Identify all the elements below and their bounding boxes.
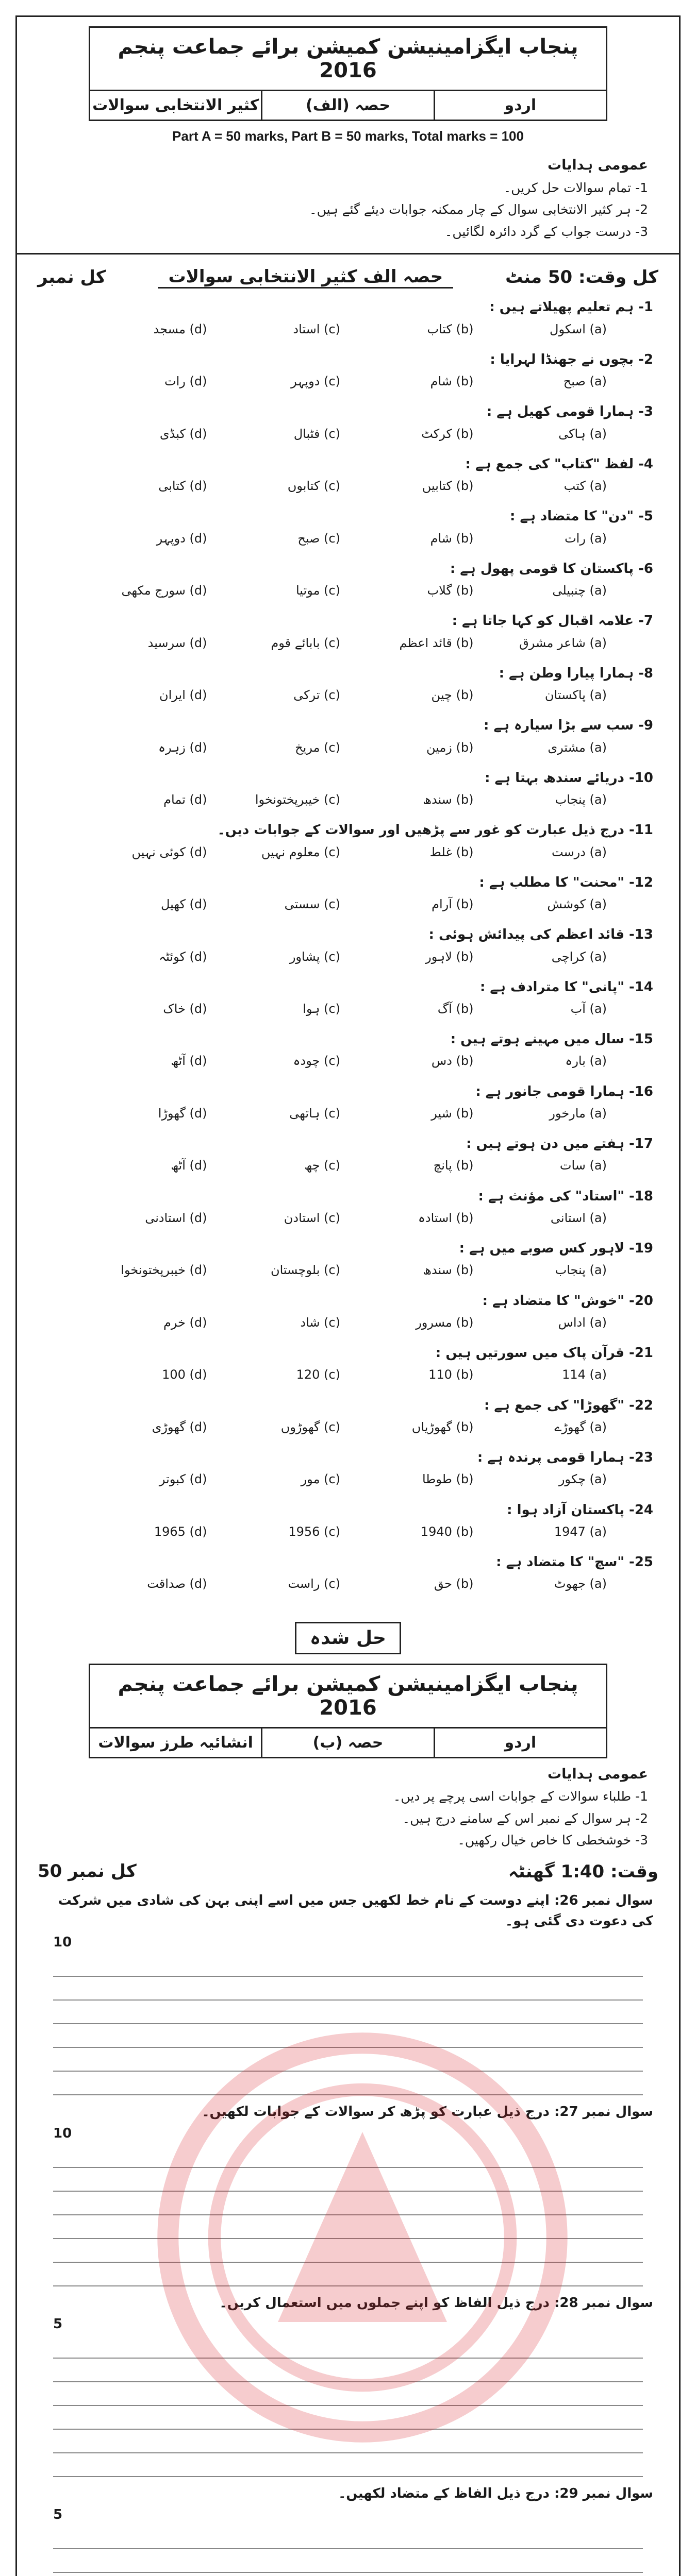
essay-question xyxy=(17,2098,679,2289)
answer-options xyxy=(43,841,653,866)
part-a-title: حصہ الف کثیر الانتخابی سوالات xyxy=(158,266,453,289)
part-b-question-list xyxy=(17,1887,679,2576)
question-text: 19- لاہور کس صوبے میں ہے : xyxy=(459,1241,653,1257)
answer-lines[interactable] xyxy=(17,2522,679,2576)
answer-option[interactable]: (c) سستی xyxy=(284,897,340,912)
answer-option[interactable]: (d) تمام xyxy=(163,792,207,807)
answer-option[interactable]: (c) مور xyxy=(301,1472,340,1487)
answer-line xyxy=(53,2239,643,2263)
answer-option[interactable]: (c) ہاتھی xyxy=(289,1106,340,1121)
answer-option[interactable]: (d) کبڈی xyxy=(159,426,207,441)
answer-options xyxy=(43,1416,653,1441)
answer-option[interactable]: (c) بلوچستان xyxy=(270,1263,340,1278)
question-item xyxy=(17,712,679,764)
question-text: 24- پاکستان آزاد ہوا : xyxy=(507,1502,653,1518)
answer-option[interactable]: (a) ہاکی xyxy=(558,426,607,441)
answer-option[interactable]: (d) 100 xyxy=(162,1367,207,1382)
subject-label: اردو xyxy=(434,91,606,120)
answer-option[interactable]: (c) معلوم نہیں xyxy=(261,844,340,859)
question-item xyxy=(17,451,679,503)
question-item xyxy=(17,817,679,869)
question-marks: 10 xyxy=(53,1935,72,1951)
question-item xyxy=(17,503,679,555)
question-item xyxy=(17,1078,679,1130)
answer-option[interactable]: (c) دوپہر xyxy=(291,374,340,389)
answer-options xyxy=(43,1259,653,1284)
answer-options xyxy=(43,1154,653,1179)
question-text: 14- "پانی" کا مترادف ہے : xyxy=(479,979,653,995)
answer-option[interactable]: (d) سورج مکھی xyxy=(121,583,207,598)
answer-option[interactable]: (d) کوئٹہ xyxy=(159,949,207,964)
exam-subheader xyxy=(89,91,607,121)
answer-option[interactable]: (a) 1947 xyxy=(554,1524,607,1539)
question-item xyxy=(17,1497,679,1549)
answer-option[interactable]: (c) شاد xyxy=(300,1315,340,1330)
answer-line xyxy=(53,2573,643,2576)
general-instructions xyxy=(17,149,679,247)
marks-line: Part A = 50 marks, Part B = 50 marks, Total marks = 100 xyxy=(172,128,524,144)
answer-option[interactable]: (d) صداقت xyxy=(147,1577,207,1591)
answer-line xyxy=(53,2453,643,2477)
answer-line xyxy=(53,2168,643,2192)
answer-line xyxy=(53,2263,643,2286)
question-item xyxy=(17,346,679,398)
answer-lines[interactable] xyxy=(17,2332,679,2480)
essay-question-text: سوال نمبر 26: اپنے دوست کے نام خط لکھیں جس میں اسے اپنی بہن کی شادی میں شرکت کی دعوت دی گئی ہو۔ xyxy=(58,1892,653,1929)
question-item xyxy=(17,1444,679,1496)
question-item xyxy=(17,660,679,712)
answer-option[interactable]: (b) 110 xyxy=(428,1367,474,1382)
answer-option[interactable]: (b) چین xyxy=(431,688,474,703)
answer-option[interactable]: (c) استادن xyxy=(284,1210,340,1225)
answer-option[interactable]: (b) غلط xyxy=(429,844,474,859)
instructions-title: عمومی ہدایات xyxy=(548,157,648,173)
answer-option[interactable]: (d) گھوڑی xyxy=(152,1419,207,1434)
part-b-subject: اردو xyxy=(434,1728,606,1757)
answer-option[interactable]: (d) استادنی xyxy=(145,1210,207,1225)
question-text: 3- ہمارا قومی کھیل ہے : xyxy=(486,404,653,420)
answer-option[interactable]: (b) سندھ xyxy=(423,792,474,807)
part-label: حصہ (الف) xyxy=(261,91,433,120)
solved-badge: حل شدہ xyxy=(295,1622,401,1654)
part-a-heading xyxy=(17,261,679,294)
answer-option[interactable]: (b) قائد اعظم xyxy=(399,635,474,650)
answer-options xyxy=(43,1207,653,1232)
answer-option[interactable]: (a) مارخور xyxy=(549,1106,607,1121)
answer-line xyxy=(53,2048,643,2072)
answer-options xyxy=(43,1049,653,1075)
question-text: 6- پاکستان کا قومی پھول ہے : xyxy=(450,561,653,577)
answer-option[interactable]: (c) چودہ xyxy=(293,1054,340,1069)
answer-option[interactable]: (c) کتابوں xyxy=(287,479,340,494)
answer-option[interactable]: (b) آرام xyxy=(432,897,474,912)
answer-option[interactable]: (a) اداس xyxy=(558,1315,607,1330)
part-b-part: حصہ (ب) xyxy=(261,1728,433,1757)
answer-option[interactable]: (b) 1940 xyxy=(420,1524,474,1539)
answer-option[interactable]: (a) استانی xyxy=(550,1210,607,1225)
answer-option[interactable]: (a) پنجاب xyxy=(555,1263,607,1278)
question-item xyxy=(17,1183,679,1235)
question-text: 10- دریائے سندھ بہتا ہے : xyxy=(485,770,653,786)
answer-option[interactable]: (b) گلاب xyxy=(427,583,474,598)
answer-option[interactable]: (c) خیبرپختونخوا xyxy=(255,792,340,807)
question-item xyxy=(17,974,679,1026)
question-text: 1- ہم تعلیم پھیلاتے ہیں : xyxy=(489,299,653,315)
answer-options xyxy=(43,684,653,709)
exam-page xyxy=(15,15,681,2576)
answer-option[interactable]: (b) شام xyxy=(430,531,474,546)
instruction-item: 3- خوشخطی کا خاص خیال رکھیں۔ xyxy=(457,1833,648,1848)
answer-option[interactable]: (a) کتب xyxy=(564,479,607,494)
essay-question xyxy=(17,1887,679,2099)
answer-option[interactable]: (a) پنجاب xyxy=(555,792,607,807)
answer-line xyxy=(53,2359,643,2382)
answer-option[interactable]: (d) خرم xyxy=(163,1315,207,1330)
question-text: 12- "محنت" کا مطلب ہے : xyxy=(479,874,653,890)
answer-option[interactable]: (b) کرکٹ xyxy=(421,426,474,441)
answer-option[interactable]: (a) صبح xyxy=(563,374,607,389)
answer-option[interactable]: (d) خیبرپختونخوا xyxy=(121,1263,207,1278)
answer-option[interactable]: (a) چکور xyxy=(558,1472,607,1487)
answer-option[interactable]: (a) درست xyxy=(551,844,607,859)
part-b-heading xyxy=(17,1856,679,1887)
answer-option[interactable]: (d) 1965 xyxy=(154,1524,207,1539)
answer-option[interactable]: (a) مشتری xyxy=(548,740,607,755)
answer-option[interactable]: (a) جھوٹ xyxy=(554,1577,607,1591)
answer-option[interactable]: (c) مریخ xyxy=(295,740,340,755)
answer-line xyxy=(53,2526,643,2549)
answer-option[interactable]: (b) پانچ xyxy=(433,1158,474,1173)
part-b-subheader xyxy=(89,1728,607,1758)
instruction-item: 2- ہر سوال کے نمبر اس کے سامنے درج ہیں۔ xyxy=(402,1810,648,1826)
question-text: 2- بچوں نے جھنڈا لہرایا : xyxy=(490,351,653,367)
answer-option[interactable]: (d) کتابی xyxy=(158,479,207,494)
part-b-title: پنجاب ایگزامینیشن کمیشن برائے جماعت پنجم 2016 xyxy=(89,1664,607,1728)
answer-option[interactable]: (d) خاک xyxy=(163,1001,207,1016)
answer-option[interactable]: (c) صبح xyxy=(297,531,340,546)
answer-options xyxy=(43,422,653,448)
answer-options xyxy=(43,788,653,814)
answer-lines[interactable] xyxy=(17,2141,679,2290)
answer-options xyxy=(43,1102,653,1127)
question-text: 25- "سچ" کا متضاد ہے : xyxy=(496,1554,653,1570)
question-item xyxy=(17,869,679,921)
answer-option[interactable]: (d) کوئی نہیں xyxy=(131,844,207,859)
answer-line xyxy=(53,2406,643,2430)
question-text: 13- قائد اعظم کی پیدائش ہوئی : xyxy=(428,927,653,943)
answer-options xyxy=(43,1468,653,1493)
essay-question-text: سوال نمبر 29: درج ذیل الفاظ کے متضاد لکھیں۔ xyxy=(338,2486,653,2502)
question-item xyxy=(17,398,679,450)
answer-option[interactable]: (b) حق xyxy=(434,1577,474,1591)
answer-line xyxy=(53,2549,643,2573)
answer-option[interactable]: (d) ایران xyxy=(159,688,207,703)
divider xyxy=(17,253,679,255)
answer-options xyxy=(43,1311,653,1336)
answer-option[interactable]: (b) شام xyxy=(430,374,474,389)
answer-options xyxy=(43,736,653,761)
question-text: 11- درج ذیل عبارت کو غور سے پڑھیں اور سوالات کے جوابات دیں۔ xyxy=(217,822,653,838)
question-text: 16- ہمارا قومی جانور ہے : xyxy=(475,1083,653,1099)
answer-option[interactable]: (b) دس xyxy=(431,1054,474,1069)
answer-lines[interactable] xyxy=(17,1950,679,2098)
answer-line xyxy=(53,2144,643,2168)
answer-option[interactable]: (a) 114 xyxy=(562,1367,607,1382)
answer-line xyxy=(53,2382,643,2406)
answer-option[interactable]: (d) مسجد xyxy=(153,321,207,336)
answer-option[interactable]: (d) کھیل xyxy=(160,897,207,912)
answer-option[interactable]: (b) زمین xyxy=(426,740,474,755)
answer-line xyxy=(53,1977,643,2001)
answer-option[interactable]: (a) کوشش xyxy=(547,897,607,912)
answer-option[interactable]: (c) استاد xyxy=(293,321,340,336)
answer-option[interactable]: (b) طوطا xyxy=(422,1472,474,1487)
part-a-time: کل وقت: 50 منٹ xyxy=(505,267,658,288)
question-item xyxy=(17,1130,679,1182)
essay-question xyxy=(17,2290,679,2480)
question-text: 15- سال میں مہینے ہوتے ہیں : xyxy=(450,1031,653,1047)
instruction-item: 1- طلباء سوالات کے جوابات اسی پرچے پر دیں۔ xyxy=(393,1789,648,1804)
question-item xyxy=(17,921,679,973)
part-b-time: وقت: 1:40 گھنٹہ xyxy=(508,1861,658,1882)
answer-option[interactable]: (c) فٹبال xyxy=(293,426,340,441)
answer-option[interactable]: (c) 120 xyxy=(296,1367,340,1382)
question-item xyxy=(17,1340,679,1392)
answer-option[interactable]: (c) موتیا xyxy=(295,583,340,598)
answer-option[interactable]: (b) کتاب xyxy=(427,321,474,336)
answer-option[interactable]: (a) سات xyxy=(559,1158,607,1173)
answer-option[interactable]: (a) شاعر مشرق xyxy=(519,635,607,650)
question-marks: 10 xyxy=(53,2125,72,2141)
answer-options xyxy=(43,632,653,657)
answer-option[interactable]: (b) شیر xyxy=(431,1106,474,1121)
question-item xyxy=(17,1549,679,1601)
answer-option[interactable]: (c) پشاور xyxy=(289,949,340,964)
answer-option[interactable]: (a) گھوڑے xyxy=(554,1419,607,1434)
question-item xyxy=(17,1392,679,1444)
answer-line xyxy=(53,1953,643,1977)
part-b-instructions xyxy=(17,1758,679,1856)
answer-option[interactable]: (a) چنبیلی xyxy=(552,583,607,598)
answer-line xyxy=(53,2192,643,2215)
question-text: 22- "گھوڑا" کی جمع ہے : xyxy=(484,1397,653,1413)
answer-options xyxy=(43,1572,653,1598)
question-item xyxy=(17,765,679,817)
answer-option[interactable]: (c) ہوا xyxy=(303,1001,340,1016)
instruction-item: 3- درست جواب کے گرد دائرہ لگائیں۔ xyxy=(444,224,648,239)
answer-option[interactable]: (c) گھوڑوں xyxy=(280,1419,340,1434)
answer-options xyxy=(43,370,653,395)
answer-options xyxy=(43,474,653,500)
section-label: کثیر الانتخابی سوالات xyxy=(92,96,259,114)
answer-options xyxy=(43,318,653,343)
answer-option[interactable]: (d) آٹھ xyxy=(171,1158,207,1173)
answer-option[interactable]: (b) سندھ xyxy=(423,1263,474,1278)
answer-option[interactable]: (d) رات xyxy=(164,374,207,389)
part-b-instructions-title: عمومی ہدایات xyxy=(548,1766,648,1782)
answer-option[interactable]: (b) گھوڑیاں xyxy=(411,1419,474,1434)
instruction-item: 2- ہر کثیر الانتخابی سوال کے چار ممکنہ جوابات دیئے گئے ہیں۔ xyxy=(309,202,648,217)
part-b-marks: کل نمبر 50 xyxy=(38,1861,137,1882)
answer-options xyxy=(43,527,653,552)
answer-option[interactable]: (d) آٹھ xyxy=(171,1054,207,1069)
question-item xyxy=(17,607,679,659)
answer-options xyxy=(43,893,653,918)
answer-option[interactable]: (c) چھ xyxy=(304,1158,340,1173)
question-text: 18- "استاد" کی مؤنث ہے : xyxy=(478,1188,653,1204)
answer-option[interactable]: (b) استادہ xyxy=(418,1210,474,1225)
answer-line xyxy=(53,2072,643,2095)
answer-option[interactable]: (d) کبوتر xyxy=(159,1472,207,1487)
answer-options xyxy=(43,997,653,1023)
question-item xyxy=(17,555,679,607)
answer-line xyxy=(53,2001,643,2024)
question-text: 20- "خوش" کا متضاد ہے : xyxy=(482,1293,653,1309)
question-item xyxy=(17,1287,679,1340)
question-item xyxy=(17,1026,679,1078)
answer-option[interactable]: (c) 1956 xyxy=(288,1524,340,1539)
part-a-question-list xyxy=(17,294,679,1601)
answer-option[interactable]: (a) پاکستان xyxy=(544,688,607,703)
question-text: 4- لفظ "کتاب" کی جمع ہے : xyxy=(465,456,653,472)
answer-line xyxy=(53,2430,643,2453)
answer-option[interactable]: (b) مسرور xyxy=(416,1315,474,1330)
answer-option[interactable]: (a) اسکول xyxy=(550,321,607,336)
answer-option[interactable]: (c) بابائے قوم xyxy=(271,635,340,650)
question-text: 5- "دن" کا متضاد ہے : xyxy=(510,509,653,524)
answer-line xyxy=(53,2335,643,2359)
essay-question-text: سوال نمبر 28: درج ذیل الفاظ کو اپنے جملوں میں استعمال کریں۔ xyxy=(219,2295,653,2311)
answer-line xyxy=(53,2024,643,2048)
answer-option[interactable]: (b) لاہور xyxy=(425,949,474,964)
question-text: 17- ہفتے میں دن ہوتے ہیں : xyxy=(466,1136,653,1152)
question-text: 7- علامہ اقبال کو کہا جاتا ہے : xyxy=(452,613,653,629)
question-text: 23- ہمارا قومی پرندہ ہے : xyxy=(477,1450,653,1466)
answer-option[interactable]: (a) رات xyxy=(565,531,607,546)
essay-question xyxy=(17,2480,679,2576)
instruction-item: 1- تمام سوالات حل کریں۔ xyxy=(503,180,648,195)
question-item xyxy=(17,1235,679,1287)
answer-option[interactable]: (d) زہرہ xyxy=(158,740,207,755)
exam-title: پنجاب ایگزامینیشن کمیشن برائے جماعت پنجم 2016 xyxy=(89,26,607,91)
answer-option[interactable]: (a) بارہ xyxy=(565,1054,607,1069)
part-b-section: انشائیہ طرز سوالات xyxy=(98,1733,253,1752)
answer-option[interactable]: (a) کراچی xyxy=(551,949,607,964)
answer-options xyxy=(43,1363,653,1388)
question-marks: 5 xyxy=(53,2316,63,2332)
answer-option[interactable]: (b) کتابیں xyxy=(422,479,474,494)
question-text: 21- قرآن پاک میں سورتیں ہیں : xyxy=(435,1345,653,1361)
answer-option[interactable]: (a) آب xyxy=(570,1001,607,1016)
answer-option[interactable]: (d) سرسید xyxy=(147,635,207,650)
answer-options xyxy=(43,945,653,971)
question-item xyxy=(17,294,679,346)
answer-option[interactable]: (b) آگ xyxy=(437,1001,474,1016)
question-marks: 5 xyxy=(53,2507,63,2523)
part-a-marks: کل نمبر xyxy=(38,267,106,288)
answer-options xyxy=(43,1520,653,1546)
answer-line xyxy=(53,2215,643,2239)
essay-question-text: سوال نمبر 27: درج ذیل عبارت کو پڑھ کر سوالات کے جوابات لکھیں۔ xyxy=(202,2104,653,2120)
answer-option[interactable]: (c) راست xyxy=(288,1577,340,1591)
answer-option[interactable]: (d) گھوڑا xyxy=(158,1106,207,1121)
question-text: 8- ہمارا پیارا وطن ہے : xyxy=(499,665,653,681)
answer-option[interactable]: (c) ترکی xyxy=(293,688,340,703)
answer-options xyxy=(43,579,653,604)
question-text: 9- سب سے بڑا سیارہ ہے : xyxy=(484,718,653,734)
answer-option[interactable]: (d) دوپہر xyxy=(156,531,207,546)
